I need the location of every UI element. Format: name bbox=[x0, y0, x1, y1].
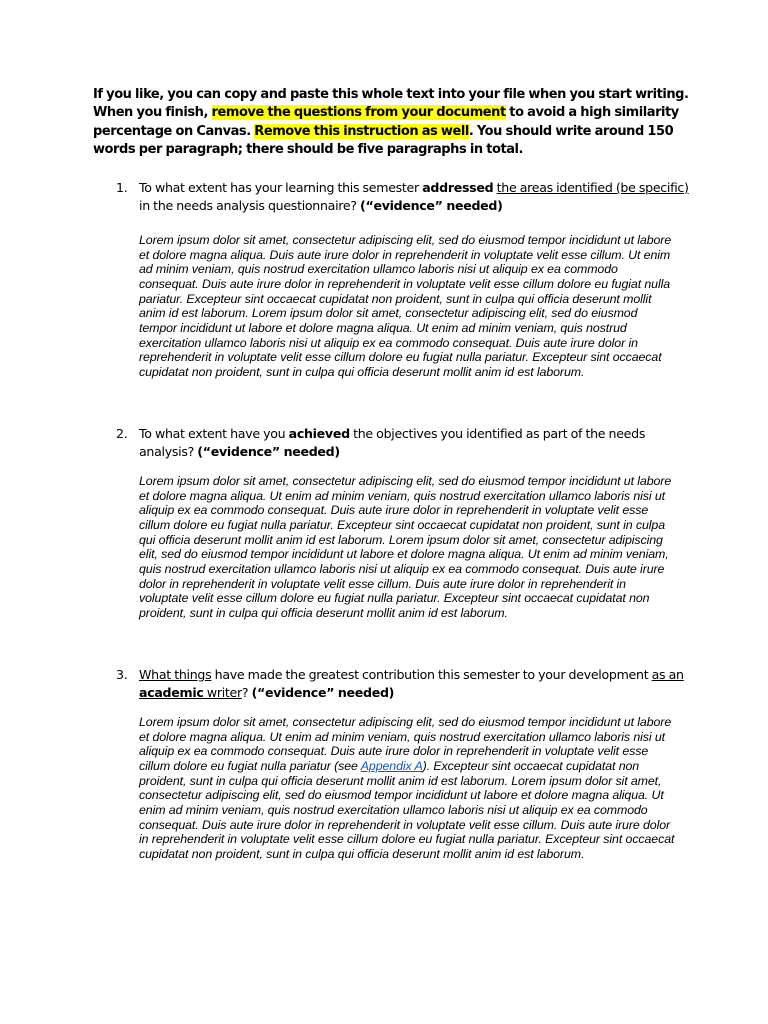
question-emphasis: addressed bbox=[422, 180, 494, 195]
instruction-paragraph bbox=[93, 86, 693, 159]
question-text-part: ? bbox=[241, 684, 252, 700]
answer-paragraph-2: Lorem ipsum dolor sit amet, consectetur adipiscing elit, sed do eiusmod tempor incididunt ut labore et dolore magna aliqua. Ut enim ad minim veniam, quis nostrud exercitation ullamco laboris nisi ut aliquip ex ea commodo consequat. Duis aute irure dolor in reprehenderit in voluptate velit esse cillum dolore eu fugiat nulla pariatur. Excepteur sint occaecat cupidatat non proident, sunt in culpa qui officia deserunt mollit anim id est laborum. Lorem ipsum dolor sit amet, consectetur adipiscing elit, sed do eiusmod tempor incididunt ut labore et dolore magna aliqua. Ut enim ad minim veniam, quis nostrud exercitation ullamco laboris nisi ut aliquip ex ea commodo consequat. Duis aute irure dolor in reprehenderit in voluptate velit esse cillum. Duis aute irure dolor in reprehenderit in voluptate velit esse cillum dolore eu fugiat nulla pariatur. Excepteur sint occaecat cupidatat non proident, sunt in culpa qui officia deserunt mollit anim id est laborum. bbox=[139, 474, 672, 620]
question-emphasis: academic bbox=[139, 684, 204, 700]
question-text bbox=[139, 425, 691, 460]
instruction-text: . You should write around 150 words per paragraph; there should be five paragraphs in total. bbox=[93, 123, 674, 157]
question-1 bbox=[116, 179, 689, 215]
answer-paragraph-1: Lorem ipsum dolor sit amet, consectetur adipiscing elit, sed do eiusmod tempor incididunt ut labore et dolore magna aliqua. Duis aute irure dolor in reprehenderit in voluptate velit esse cillum. Ut enim ad minim veniam, quis nostrud exercitation ullamco laboris nisi ut aliquip ex ea commodo consequat. Duis aute irure dolor in reprehenderit in voluptate velit esse cillum dolore eu fugiat nulla pariatur. Excepteur sint occaecat cupidatat non proident, sunt in culpa qui officia deserunt mollit anim id est laborum. Lorem ipsum dolor sit amet, consectetur adipiscing elit, sed do eiusmod tempor incididunt ut labore et dolore magna aliqua. Ut enim ad minim veniam, quis nostrud exercitation ullamco laboris nisi ut aliquip ex ea commodo consequat. Duis aute irure dolor in reprehenderit in voluptate velit esse cillum dolore eu fugiat nulla pariatur. Excepteur sint occaecat cupidatat non proident, sunt in culpa qui officia deserunt mollit anim id est laborum. bbox=[139, 233, 672, 379]
question-3 bbox=[116, 666, 686, 702]
question-text-part: have made the greatest contribution this semester to your development bbox=[211, 667, 652, 682]
instruction-highlight-remove-instruction: Remove this instruction as well bbox=[254, 123, 469, 139]
appendix-a-link[interactable]: Appendix A bbox=[360, 758, 423, 773]
instruction-highlight-remove-questions: remove the questions from your document bbox=[211, 105, 506, 121]
question-text-part: in the needs analysis questionnaire? bbox=[139, 197, 361, 213]
question-underlined: the areas identified (be specific) bbox=[496, 180, 689, 195]
question-text-part: To what extent has your learning this semester bbox=[139, 180, 423, 195]
evidence-needed-label: (“evidence” needed) bbox=[197, 443, 340, 459]
question-underlined: What things bbox=[139, 667, 212, 682]
question-text-part: the objectives you identified as part of the needs analysis? bbox=[139, 426, 646, 459]
instruction-text: to avoid a high similarity percentage on Canvas. bbox=[93, 105, 679, 139]
question-underlined: as an bbox=[651, 667, 684, 682]
question-text-part: To what extent have you bbox=[139, 426, 289, 441]
answer-paragraph-3 bbox=[139, 715, 677, 862]
question-2 bbox=[116, 425, 686, 461]
question-emphasis: achieved bbox=[288, 426, 350, 441]
question-underlined: writer bbox=[203, 684, 242, 700]
question-number: 2. bbox=[116, 426, 128, 441]
evidence-needed-label: (“evidence” needed) bbox=[251, 684, 395, 700]
evidence-needed-label: (“evidence” needed) bbox=[360, 197, 503, 213]
question-text bbox=[139, 666, 691, 701]
question-number: 1. bbox=[116, 180, 128, 195]
answer-text: Lorem ipsum dolor sit amet, consectetur adipiscing elit, sed do eiusmod tempor incididunt ut labore et dolore magna aliqua. Ut enim ad minim veniam, quis nostrud exercitation ullamco laboris nisi ut aliquip ex ea commodo consequat. Duis aute irure dolor in reprehenderit in voluptate velit esse cillum dolore eu fugiat nulla pariatur (see bbox=[139, 715, 672, 773]
question-number: 3. bbox=[116, 667, 128, 682]
question-text bbox=[139, 179, 691, 214]
instruction-text: If you like, you can copy and paste this whole text into your file when you start writing. When you finish, bbox=[93, 87, 689, 121]
answer-text: ). Excepteur sint occaecat cupidatat non proident, sunt in culpa qui officia deserunt mollit anim id est laborum. Lorem ipsum dolor sit amet, consectetur adipiscing elit, sed do eiusmod tempor incididunt ut labore et dolore magna aliqua. Ut enim ad minim veniam, quis nostrud exercitation ullamco laboris nisi ut aliquip ex ea commodo consequat. Duis aute irure dolor in reprehenderit in voluptate velit esse cillum. Duis aute irure dolor in reprehenderit in voluptate velit esse cillum dolore eu fugiat nulla pariatur. Excepteur sint occaecat cupidatat non proident, sunt in culpa qui officia deserunt mollit anim id est laborum. bbox=[139, 758, 675, 861]
